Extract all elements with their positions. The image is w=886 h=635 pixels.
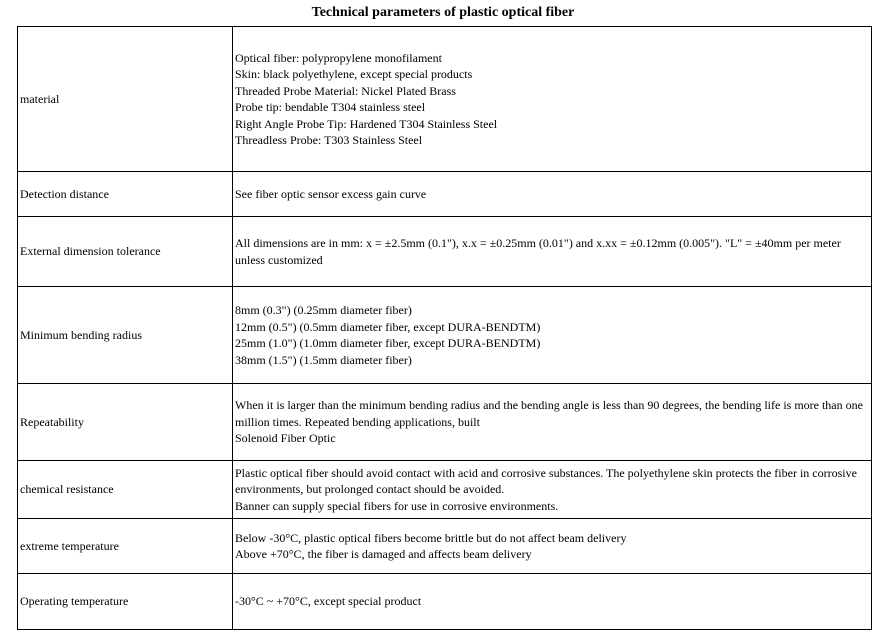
table-row-bending-radius xyxy=(18,287,872,384)
value-line: Right Angle Probe Tip: Hardened T304 Stainless Steel xyxy=(235,116,498,131)
row-label: Repeatability xyxy=(18,384,233,461)
table-row-material xyxy=(18,27,872,172)
row-value xyxy=(233,461,872,519)
value-line: Solenoid Fiber Optic xyxy=(235,431,336,446)
row-value xyxy=(233,519,872,574)
parameters-table xyxy=(17,26,872,630)
table-row-operating-temperature xyxy=(18,574,872,630)
table-row-repeatability xyxy=(18,384,872,461)
row-label: Detection distance xyxy=(18,172,233,217)
table-row-detection-distance xyxy=(18,172,872,217)
value-line: Skin: black polyethylene, except special products xyxy=(235,67,473,81)
value-line: Optical fiber: polypropylene monofilament xyxy=(235,50,442,65)
row-value xyxy=(233,574,872,630)
value-line: Threaded Probe Material: Nickel Plated Brass xyxy=(235,83,456,98)
row-value xyxy=(233,287,872,384)
value-line: 25mm (1.0") (1.0mm diameter fiber, except DURA-BENDTM) xyxy=(235,336,541,350)
value-line: Plastic optical fiber should avoid contact with acid and corrosive substances. The polyethylene skin protects the fiber in corrosive environments, but prolonged contact should be avoided. xyxy=(235,465,857,497)
value-line: When it is larger than the minimum bending radius and the bending angle is less than 90 degrees, the bending life is more than one million times. Repeated bending applications, built xyxy=(235,398,863,429)
row-label: Operating temperature xyxy=(18,574,233,630)
row-label: extreme temperature xyxy=(18,519,233,574)
row-value xyxy=(233,172,872,217)
row-label: Minimum bending radius xyxy=(18,287,233,384)
value-line: Below -30°C, plastic optical fibers become brittle but do not affect beam delivery xyxy=(235,530,627,545)
value-line: -30°C ~ +70°C, except special product xyxy=(235,594,422,609)
value-line: Probe tip: bendable T304 stainless steel xyxy=(235,100,426,114)
table-row-dimension-tolerance xyxy=(18,217,872,287)
row-value xyxy=(233,27,872,172)
row-label: chemical resistance xyxy=(18,461,233,519)
page-title: Technical parameters of plastic optical fiber xyxy=(311,5,575,20)
value-line: All dimensions are in mm: x = ±2.5mm (0.1"), x.x = ±0.25mm (0.01") and x.xx = ±0.12mm (0.005"). "L" = ±40mm per meter unless customized xyxy=(235,236,841,267)
row-value xyxy=(233,217,872,287)
value-line: Banner can supply special fibers for use in corrosive environments. xyxy=(235,498,559,513)
value-line: Threadless Probe: T303 Stainless Steel xyxy=(235,133,423,147)
row-value xyxy=(233,384,872,461)
value-line: Above +70°C, the fiber is damaged and affects beam delivery xyxy=(235,547,532,561)
value-line: 12mm (0.5") (0.5mm diameter fiber, except DURA-BENDTM) xyxy=(235,319,541,334)
row-label: material xyxy=(18,27,233,172)
row-label: External dimension tolerance xyxy=(18,217,233,287)
value-line: 38mm (1.5") (1.5mm diameter fiber) xyxy=(235,352,412,367)
value-line: 8mm (0.3") (0.25mm diameter fiber) xyxy=(235,303,412,317)
table-row-chemical-resistance xyxy=(18,461,872,519)
table-row-extreme-temperature xyxy=(18,519,872,574)
value-line: See fiber optic sensor excess gain curve xyxy=(235,186,427,201)
